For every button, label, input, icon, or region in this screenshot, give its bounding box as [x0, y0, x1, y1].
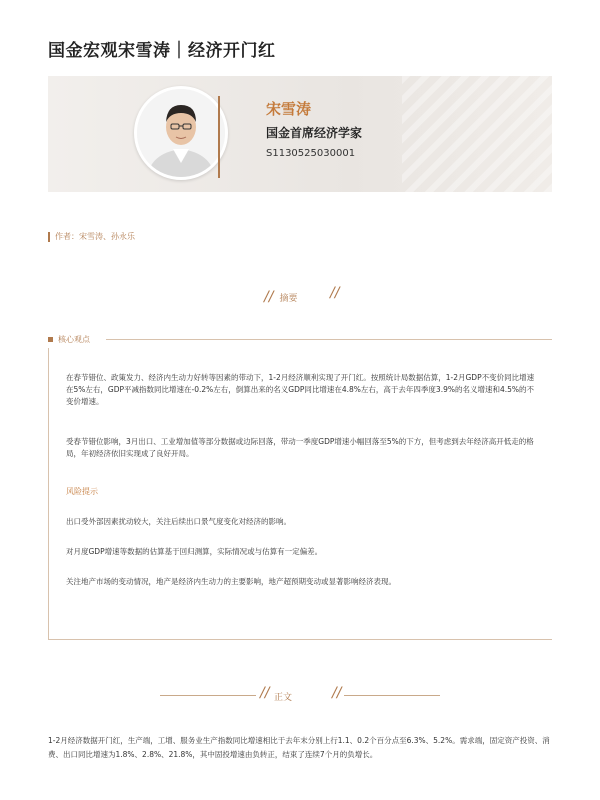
abstract-label: 摘要 — [279, 294, 298, 304]
analyst-name: 宋雪涛 — [266, 100, 312, 118]
heading-rule — [160, 695, 256, 696]
article-title: 国金宏观宋雪涛｜经济开门红 — [48, 41, 276, 61]
section-rule — [106, 339, 552, 340]
risk-item: 出口受外部因素扰动较大，关注后续出口景气度变化对经济的影响。 — [66, 517, 291, 526]
slash-decoration-icon: // — [260, 685, 270, 701]
body-paragraph: 1-2月经济数据开门红，生产端，工增、服务业生产指数同比增速相比于去年末分别上行1.1、0.2个百分点至6.3%、5.2%。需求端，固定资产投资、消费、出口同比增速为1.8%、2.8%、21.8%，其中固投增速由负转正，结束了连续7个月的负增长。 — [48, 736, 550, 759]
body-label: 正文 — [274, 693, 293, 703]
analyst-title: 国金首席经济学家 — [266, 126, 363, 140]
core-paragraph: 受春节错位影响，3月出口、工业增加值等部分数据或边际回落，带动一季度GDP增速小幅回落至5%的下方，但考虑到去年经济高开低走的格局，年初经济依旧实现成了良好开局。 — [66, 437, 534, 458]
slash-decoration-icon: // — [330, 285, 340, 301]
avatar-portrait-icon — [137, 89, 225, 177]
slash-decoration-icon: // — [332, 685, 342, 701]
core-section-heading — [48, 334, 552, 346]
abstract-heading — [258, 285, 340, 305]
analyst-banner — [48, 76, 552, 192]
analyst-certificate-id: S1130525030001 — [266, 148, 356, 159]
risk-item: 对月度GDP增速等数据的估算基于回归测算，实际情况或与估算有一定偏差。 — [66, 547, 323, 556]
slash-decoration-icon: // — [264, 289, 274, 305]
heading-rule — [344, 695, 440, 696]
risk-heading: 风险提示 — [66, 487, 98, 496]
authors-line: 作者：宋雪涛、孙永乐 — [48, 232, 135, 242]
core-label: 核心观点 — [58, 335, 90, 344]
avatar — [134, 86, 228, 180]
banner-divider — [218, 96, 220, 178]
body-heading — [160, 685, 440, 703]
banner-decoration — [402, 76, 552, 192]
risk-item: 关注地产市场的变动情况，地产是经济内生动力的主要影响，地产超预期变动或显著影响经济表现。 — [66, 577, 396, 586]
square-bullet-icon — [48, 337, 53, 342]
core-paragraph: 在春节错位、政策发力、经济内生动力好转等因素的带动下，1-2月经济顺利实现了开门红。按照统计局数据估算，1-2月GDP不变价同比增速在5%左右，GDP平减指数同比增速在-0.2%左右，倒算出来的名义GDP同比增速在4.8%左右，高于去年四季度3.9%的名义增速和4.5%的不变价增速。 — [66, 373, 535, 406]
